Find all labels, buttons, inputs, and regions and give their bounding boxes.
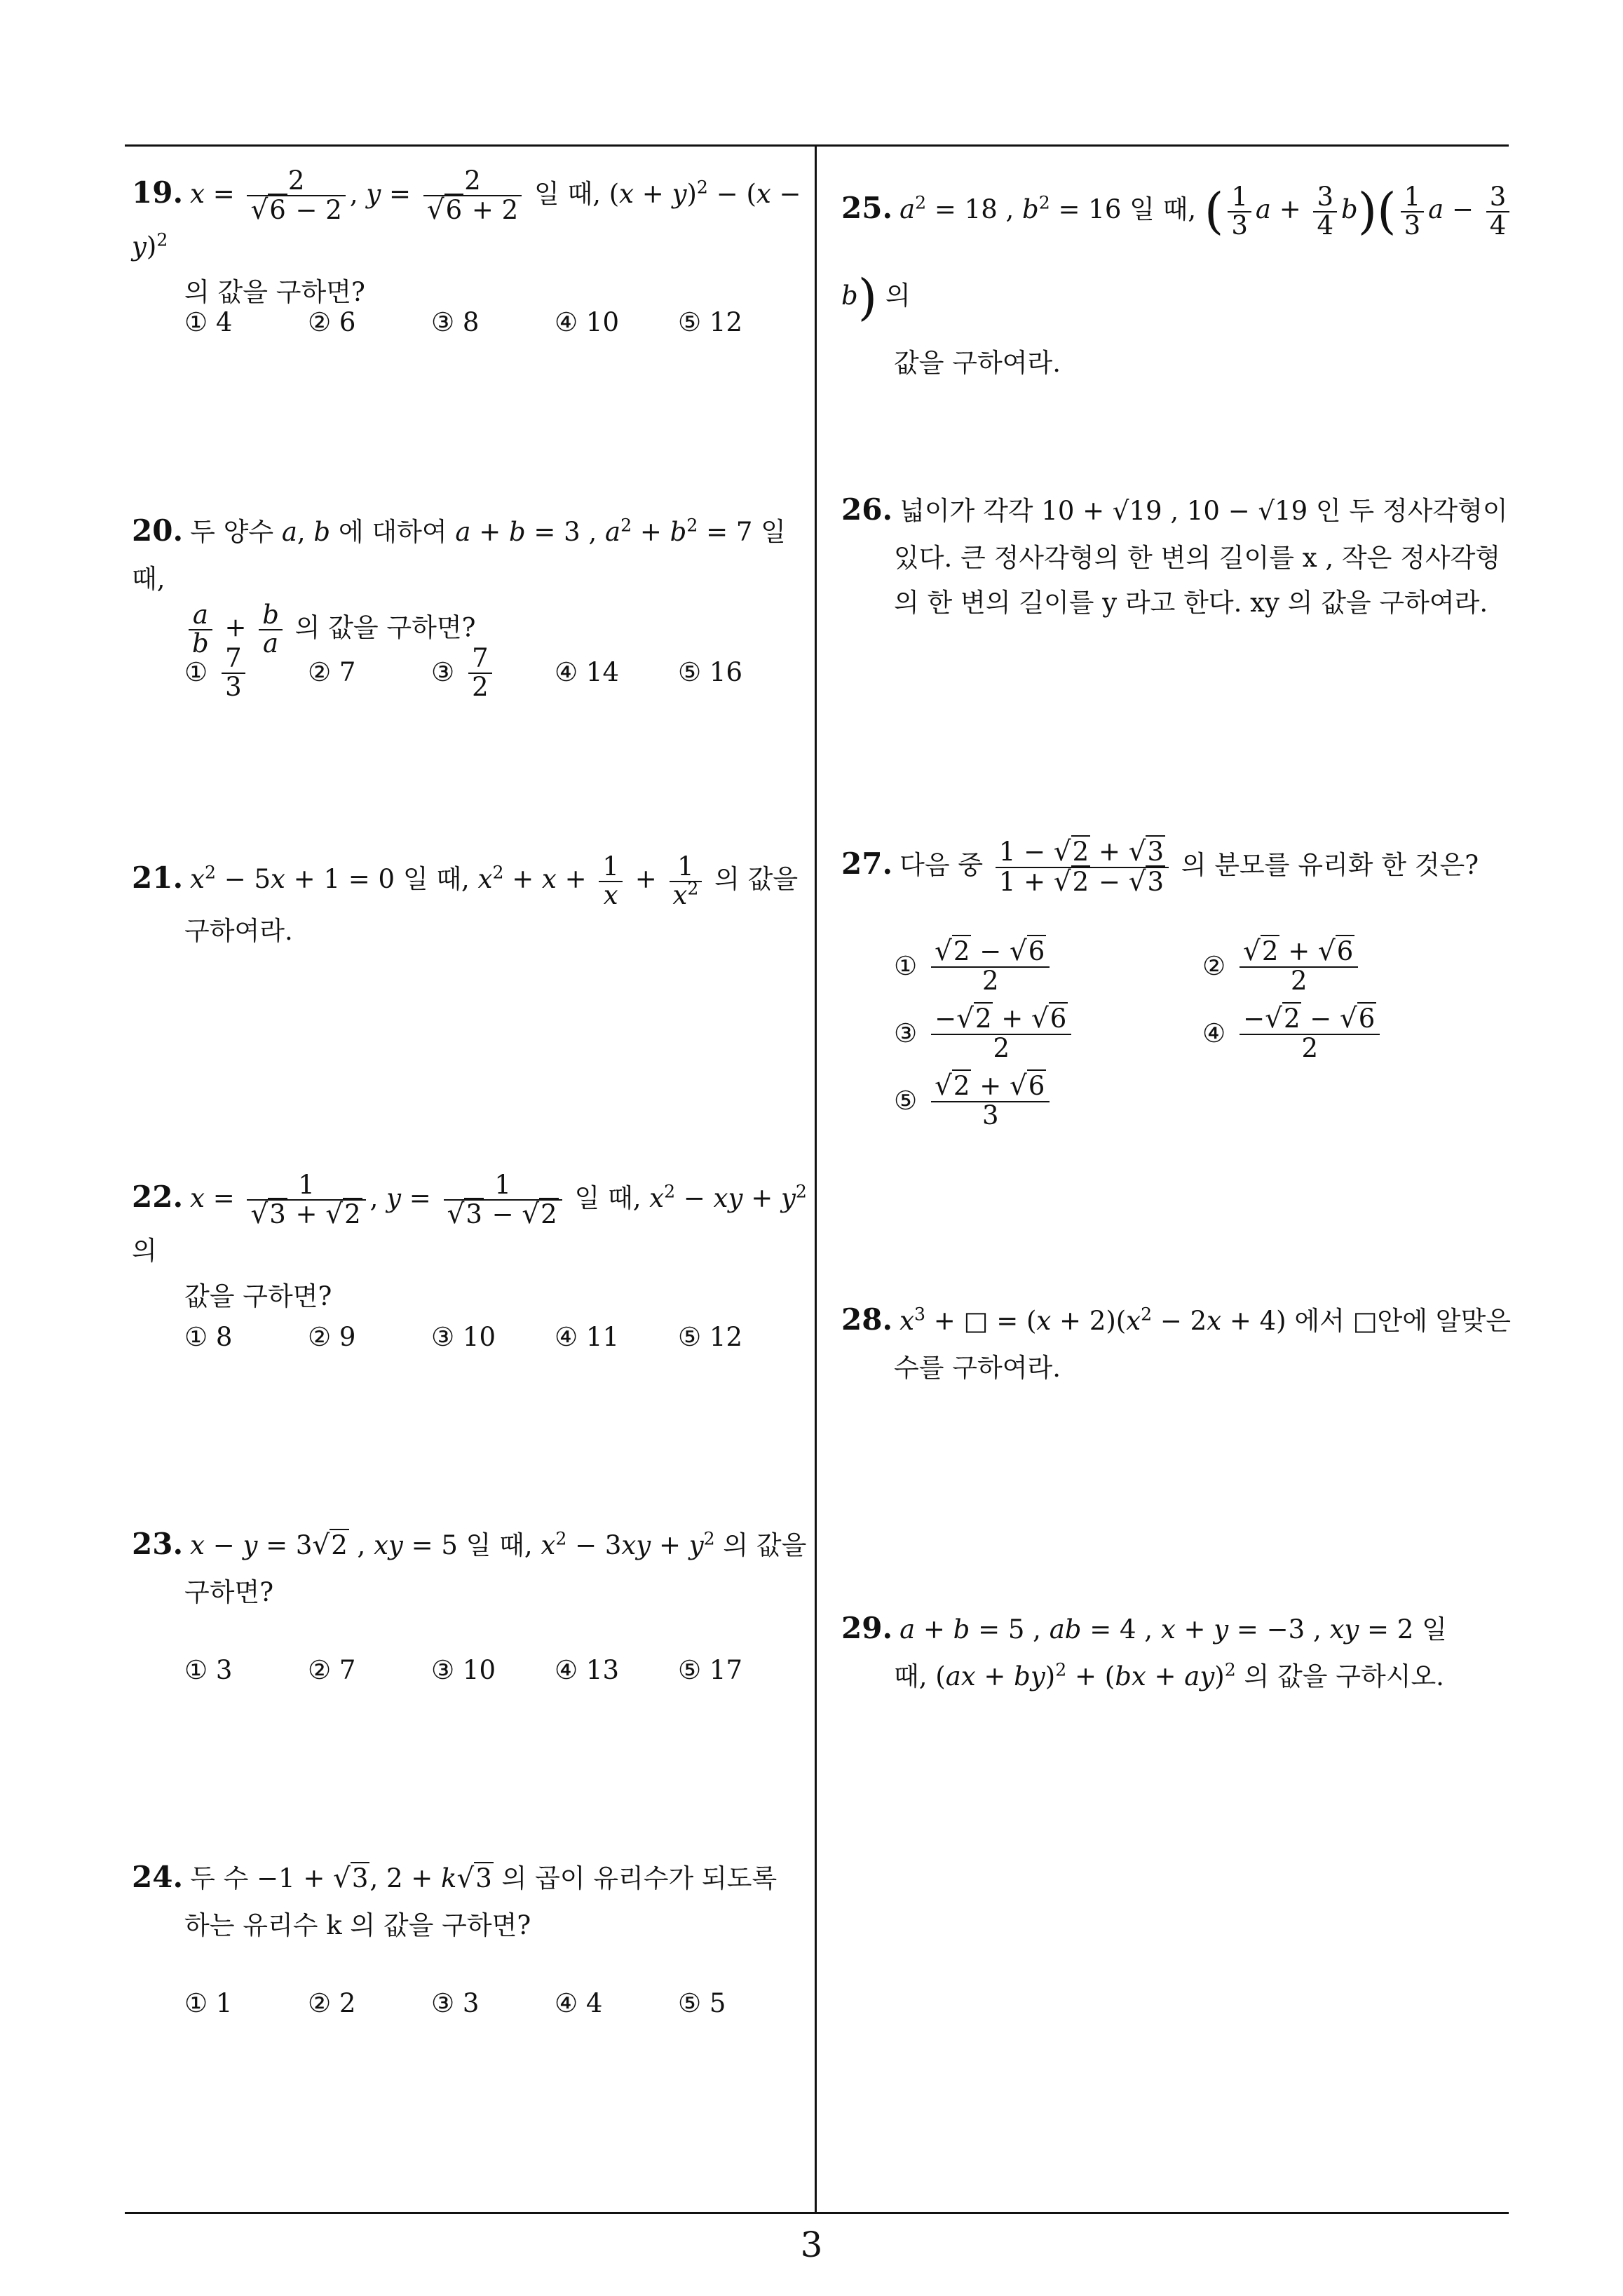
bottom-rule [125, 2212, 1509, 2214]
choice-1[interactable]: ① 1 [184, 1988, 233, 2018]
top-rule [125, 144, 1509, 147]
choice-4[interactable]: ④ 13 [555, 1655, 620, 1685]
problem-stem: 넓이가 각각 10 + √19 , 10 − √19 인 두 정사각형이 [899, 496, 1508, 526]
problem-stem-line2: 때, (ax + by)$^2$ + (bx + ay)$^2$ 의 값을 구하시오. [894, 1659, 1444, 1691]
choices [894, 933, 1511, 1135]
choice-2[interactable]: ② 6 [308, 307, 356, 337]
choice-4[interactable]: ④ 4 [555, 1988, 603, 2018]
choice-2[interactable]: ② 7 [308, 657, 356, 688]
problem-stem-line2: 구하여라. [184, 916, 293, 947]
problem-number: 25. [841, 191, 893, 226]
choice-5[interactable]: ⑤ $\frac{√2 + √6}{3}$ [894, 1067, 1202, 1135]
choices [184, 1981, 801, 2027]
problem-stem: 두 수 −1 + √3, 2 + k√3 의 곱이 유리수가 되도록 [190, 1863, 777, 1894]
problem-21 [132, 852, 808, 954]
problem-25 [841, 168, 1518, 386]
problem-stem: $a^2 = 18$ , $b^2 = 16$ 일 때, ( $\frac{1}{3}$ a + $\frac{3}{4}$ b)( $\frac{1}{3}$ a − $\frac{3}{4}$ b) 의 [841, 194, 1514, 311]
page-number: 3 [800, 2224, 823, 2265]
problem-26 [841, 484, 1518, 626]
problem-stem-line2: $\frac{a}{b}$ + $\frac{b}{a}$ 의 값을 구하면? [184, 602, 808, 658]
column-divider [815, 144, 817, 2214]
choice-2[interactable]: ② 9 [308, 1322, 356, 1352]
choice-2[interactable]: ② 7 [308, 1655, 356, 1685]
problem-number: 22. [132, 1180, 184, 1214]
choice-4[interactable]: ④ 11 [555, 1322, 620, 1352]
choice-3[interactable]: ③ 8 [431, 307, 480, 337]
problem-stem-line3: 의 한 변의 길이를 y 라고 한다. xy 의 값을 구하여라. [894, 588, 1488, 619]
problem-stem-line2: 값을 구하면? [184, 1281, 332, 1312]
problem-number: 21. [132, 860, 184, 895]
problem-19 [132, 165, 808, 337]
problem-number: 23. [132, 1527, 184, 1561]
problem-stem-line2: 의 값을 구하면? [184, 277, 365, 308]
problem-stem: a + b = 5 , ab = 4 , x + y = −3 , xy = 2 일 [899, 1614, 1447, 1645]
choice-3[interactable]: ③ $\frac{7}{2}$ [431, 645, 555, 701]
problem-22 [132, 1169, 808, 1352]
problem-number: 19. [132, 175, 184, 210]
choices [184, 300, 801, 346]
problem-28 [841, 1294, 1518, 1391]
choice-5[interactable]: ⑤ 5 [678, 1988, 726, 2018]
problem-stem-line2: 값을 구하여라. [894, 348, 1061, 379]
problem-24 [132, 1851, 808, 2018]
problem-stem: x − y = 3√2 , xy = 5 일 때, $x^2 - 3xy + y^2$ 의 값을 [190, 1528, 807, 1561]
choice-5[interactable]: ⑤ 12 [678, 1322, 743, 1352]
problem-stem-line2: 있다. 큰 정사각형의 한 변의 길이를 x , 작은 정사각형 [894, 542, 1501, 573]
choice-2[interactable]: ② $\frac{√2 + √6}{2}$ [1202, 933, 1511, 1000]
choice-1[interactable]: ① $\frac{√2 - √6}{2}$ [894, 933, 1202, 1000]
problem-stem: $x^2 - 5x + 1 = 0$ 일 때, $x^2 + x$ + $\frac{1}{x}$ + $\frac{1}{x^2}$ 의 값을 [190, 851, 799, 910]
problem-number: 29. [841, 1611, 893, 1645]
problem-stem: x = $\frac{1}{√3 + √2}$ , y = $\frac{1}{√3 - √2}$ 일 때, $x^2$ − xy + $y^2$ 의 [132, 1169, 807, 1267]
problem-stem: x = $\frac{2}{√6 - 2}$ , y = $\frac{2}{√6 + 2}$ 일 때, $(x + y)^2 - (x - y)^2$ [132, 165, 801, 262]
problem-stem-line2: 하는 유리수 k 의 값을 구하면? [184, 1910, 531, 1940]
choice-5[interactable]: ⑤ 17 [678, 1655, 743, 1685]
choice-4[interactable]: ④ 10 [555, 307, 620, 337]
choice-5[interactable]: ⑤ 12 [678, 307, 743, 337]
problem-number: 24. [132, 1860, 184, 1894]
problem-23 [132, 1518, 808, 1685]
problem-stem-line2: 수를 구하여라. [894, 1352, 1061, 1383]
choice-3[interactable]: ③ 3 [431, 1988, 480, 2018]
problem-stem-line2: 구하면? [184, 1576, 274, 1607]
choices [184, 1648, 801, 1694]
problem-29 [841, 1602, 1518, 1699]
choice-3[interactable]: ③ $\frac{-√2 + √6}{2}$ [894, 1000, 1202, 1067]
choice-3[interactable]: ③ 10 [431, 1655, 496, 1685]
choice-5[interactable]: ⑤ 16 [678, 657, 743, 688]
choice-1[interactable]: ① 4 [184, 307, 233, 337]
choice-3[interactable]: ③ 10 [431, 1322, 496, 1352]
problem-stem: 다음 중 $\frac{1 - √2 + √3}{1 + √2 - √3}$ 의 분모를 유리화 한 것은? [899, 836, 1479, 898]
problem-number: 27. [841, 846, 893, 882]
problem-stem: $x^3$ + □ = $(x + 2)(x^2 - 2x + 4)$ 에서 □안에 알맞은 [899, 1304, 1512, 1336]
choice-1[interactable]: ① 8 [184, 1322, 233, 1352]
choice-4[interactable]: ④ 14 [555, 657, 620, 688]
problem-number: 28. [841, 1302, 893, 1337]
choice-1[interactable]: ① 3 [184, 1655, 233, 1685]
choice-2[interactable]: ② 2 [308, 1988, 356, 2018]
choice-1[interactable]: ① $\frac{7}{3}$ [184, 645, 308, 701]
problem-number: 26. [841, 492, 893, 527]
choices [184, 1315, 801, 1360]
choice-4[interactable]: ④ $\frac{-√2 - √6}{2}$ [1202, 1000, 1511, 1067]
problem-stem: 두 양수 a, b 에 대하여 a + b = 3 , $a^2 + b^2 = 7$ 일 때, [132, 515, 786, 594]
problem-27 [841, 836, 1518, 1130]
choices [184, 645, 801, 701]
problem-20 [132, 505, 808, 702]
problem-number: 20. [132, 513, 184, 548]
